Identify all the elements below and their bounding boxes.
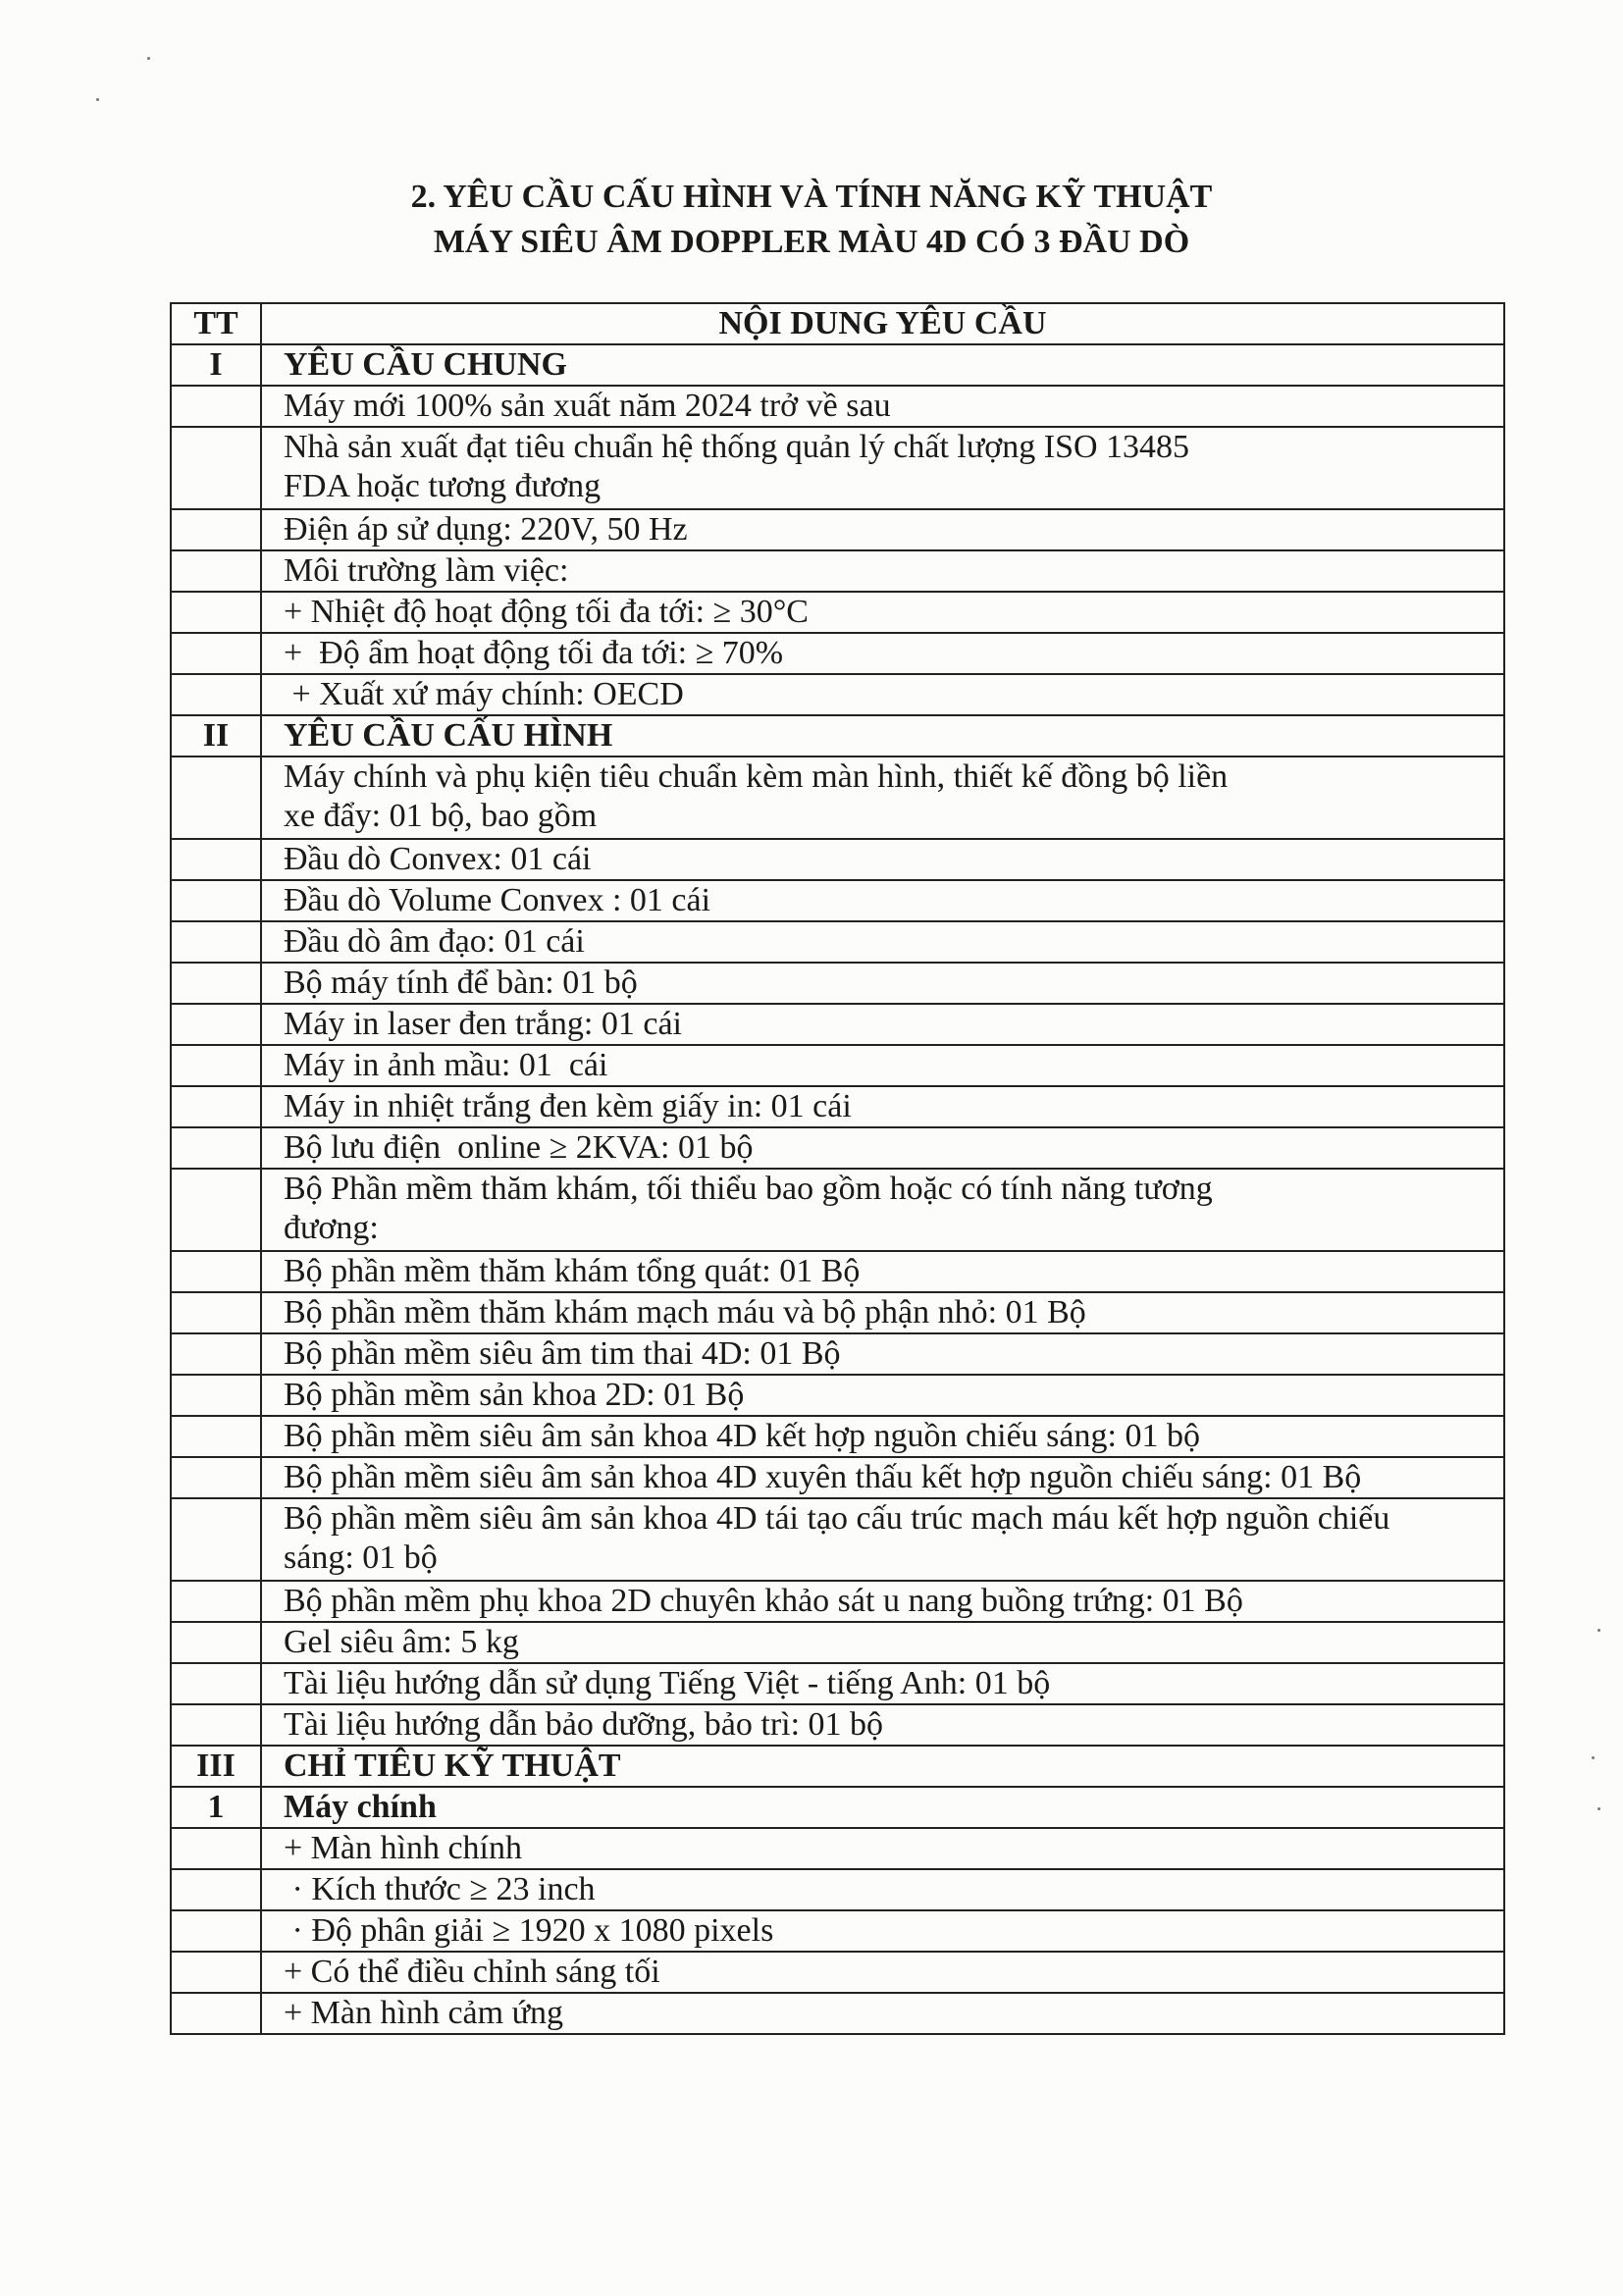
- scan-speck: [147, 57, 150, 60]
- table-row: [171, 1993, 1504, 2034]
- table-row: [171, 1952, 1504, 1993]
- row-number-cell: [171, 674, 261, 715]
- section-row: [171, 344, 1504, 386]
- row-number-cell: [171, 1910, 261, 1952]
- requirement-cell: + Nhiệt độ hoạt động tối đa tới: ≥ 30°C: [261, 592, 1504, 633]
- requirement-cell: Điện áp sử dụng: 220V, 50 Hz: [261, 509, 1504, 550]
- table-row: [171, 1828, 1504, 1869]
- requirement-cell: Nhà sản xuất đạt tiêu chuẩn hệ thống quản lý chất lượng ISO 13485 FDA hoặc tương đương: [261, 427, 1504, 509]
- requirement-cell: Bộ Phần mềm thăm khám, tối thiểu bao gồm hoặc có tính năng tương đương:: [261, 1169, 1504, 1251]
- requirement-cell: Đầu dò âm đạo: 01 cái: [261, 921, 1504, 963]
- table-row: [171, 592, 1504, 633]
- table-row: [171, 386, 1504, 427]
- section-heading-cell: CHỈ TIÊU KỸ THUẬT: [261, 1746, 1504, 1787]
- requirement-cell: + Màn hình chính: [261, 1828, 1504, 1869]
- document-title: [0, 175, 1623, 265]
- table-row: [171, 839, 1504, 880]
- requirement-cell: + Có thể điều chỉnh sáng tối: [261, 1952, 1504, 1993]
- requirement-cell: Máy in ảnh mầu: 01 cái: [261, 1045, 1504, 1086]
- requirement-cell: + Xuất xứ máy chính: OECD: [261, 674, 1504, 715]
- row-number-cell: [171, 1127, 261, 1169]
- row-number-cell: [171, 1292, 261, 1333]
- table-body: [171, 344, 1504, 2034]
- requirement-cell: · Độ phân giải ≥ 1920 x 1080 pixels: [261, 1910, 1504, 1952]
- section-heading-cell: YÊU CẦU CẤU HÌNH: [261, 715, 1504, 757]
- table-row: [171, 1869, 1504, 1910]
- row-number-cell: [171, 633, 261, 674]
- requirement-cell: Môi trường làm việc:: [261, 550, 1504, 592]
- table-row: [171, 921, 1504, 963]
- row-number-cell: [171, 1045, 261, 1086]
- row-number-cell: [171, 1498, 261, 1581]
- row-number-cell: [171, 1086, 261, 1127]
- row-number-cell: [171, 1169, 261, 1251]
- row-number-cell: [171, 880, 261, 921]
- requirement-cell: + Độ ẩm hoạt động tối đa tới: ≥ 70%: [261, 633, 1504, 674]
- table-row: [171, 509, 1504, 550]
- requirement-cell: Bộ phần mềm siêu âm sản khoa 4D tái tạo cấu trúc mạch máu kết hợp nguồn chiếu sáng: 01 bộ: [261, 1498, 1504, 1581]
- table-row: [171, 1004, 1504, 1045]
- scan-speck: [1592, 1756, 1595, 1759]
- requirement-cell: Đầu dò Volume Convex : 01 cái: [261, 880, 1504, 921]
- row-number-cell: [171, 757, 261, 839]
- section-row: [171, 715, 1504, 757]
- row-number-cell: [171, 1663, 261, 1704]
- row-number-cell: [171, 921, 261, 963]
- row-number-cell: [171, 1416, 261, 1457]
- table-header-row: [171, 303, 1504, 344]
- row-number-cell: [171, 1004, 261, 1045]
- header-tt: TT: [171, 303, 261, 344]
- requirement-cell: + Màn hình cảm ứng: [261, 1993, 1504, 2034]
- scan-speck: [96, 98, 99, 101]
- row-number-cell: [171, 1581, 261, 1622]
- row-number-cell: [171, 1952, 261, 1993]
- table-row: [171, 1086, 1504, 1127]
- table-row: [171, 1292, 1504, 1333]
- table-row: [171, 1910, 1504, 1952]
- scan-speck: [1597, 1629, 1600, 1632]
- row-number-cell: [171, 1333, 261, 1375]
- requirement-cell: · Kích thước ≥ 23 inch: [261, 1869, 1504, 1910]
- row-number-cell: [171, 839, 261, 880]
- requirement-cell: Máy mới 100% sản xuất năm 2024 trở về sau: [261, 386, 1504, 427]
- row-number-cell: [171, 1869, 261, 1910]
- requirement-cell: Đầu dò Convex: 01 cái: [261, 839, 1504, 880]
- requirement-cell: Máy chính và phụ kiện tiêu chuẩn kèm màn hình, thiết kế đồng bộ liền xe đẩy: 01 bộ, bao gồm: [261, 757, 1504, 839]
- row-number-cell: [171, 427, 261, 509]
- row-number-cell: [171, 509, 261, 550]
- requirement-cell: Bộ phần mềm siêu âm sản khoa 4D kết hợp nguồn chiếu sáng: 01 bộ: [261, 1416, 1504, 1457]
- table-row: [171, 1251, 1504, 1292]
- row-number-cell: [171, 386, 261, 427]
- title-line-1: 2. YÊU CẦU CẤU HÌNH VÀ TÍNH NĂNG KỸ THUẬT: [410, 179, 1213, 215]
- table-row: [171, 757, 1504, 839]
- table-row: [171, 674, 1504, 715]
- section-row: [171, 1746, 1504, 1787]
- table-row: [171, 1498, 1504, 1581]
- row-number-cell: [171, 1993, 261, 2034]
- table-row: [171, 1169, 1504, 1251]
- row-number-cell: [171, 1457, 261, 1498]
- row-number-cell: [171, 1828, 261, 1869]
- requirement-cell: Máy in laser đen trắng: 01 cái: [261, 1004, 1504, 1045]
- requirement-cell: Gel siêu âm: 5 kg: [261, 1622, 1504, 1663]
- requirement-cell: Bộ phần mềm sản khoa 2D: 01 Bộ: [261, 1375, 1504, 1416]
- requirement-cell: Máy in nhiệt trắng đen kèm giấy in: 01 cái: [261, 1086, 1504, 1127]
- row-number-cell: I: [171, 344, 261, 386]
- row-number-cell: II: [171, 715, 261, 757]
- requirement-cell: Bộ phần mềm thăm khám mạch máu và bộ phận nhỏ: 01 Bộ: [261, 1292, 1504, 1333]
- requirement-cell: Tài liệu hướng dẫn sử dụng Tiếng Việt - tiếng Anh: 01 bộ: [261, 1663, 1504, 1704]
- requirement-cell: Bộ phần mềm thăm khám tổng quát: 01 Bộ: [261, 1251, 1504, 1292]
- requirement-cell: Tài liệu hướng dẫn bảo dưỡng, bảo trì: 01 bộ: [261, 1704, 1504, 1746]
- row-number-cell: [171, 1622, 261, 1663]
- requirement-cell: Bộ phần mềm siêu âm tim thai 4D: 01 Bộ: [261, 1333, 1504, 1375]
- section-heading-cell: Máy chính: [261, 1787, 1504, 1828]
- title-line-2: MÁY SIÊU ÂM DOPPLER MÀU 4D CÓ 3 ĐẦU DÒ: [433, 224, 1190, 260]
- row-number-cell: [171, 1251, 261, 1292]
- table-row: [171, 1704, 1504, 1746]
- table-row: [171, 1457, 1504, 1498]
- table-row: [171, 427, 1504, 509]
- row-number-cell: 1: [171, 1787, 261, 1828]
- table-row: [171, 1333, 1504, 1375]
- row-number-cell: [171, 1375, 261, 1416]
- table-row: [171, 1663, 1504, 1704]
- requirement-cell: Bộ phần mềm phụ khoa 2D chuyên khảo sát u nang buồng trứng: 01 Bộ: [261, 1581, 1504, 1622]
- table-row: [171, 963, 1504, 1004]
- scan-speck: [1597, 1807, 1600, 1810]
- row-number-cell: [171, 963, 261, 1004]
- table-row: [171, 550, 1504, 592]
- requirement-cell: Bộ lưu điện online ≥ 2KVA: 01 bộ: [261, 1127, 1504, 1169]
- table-row: [171, 1045, 1504, 1086]
- table-row: [171, 1622, 1504, 1663]
- requirement-cell: Bộ phần mềm siêu âm sản khoa 4D xuyên thấu kết hợp nguồn chiếu sáng: 01 Bộ: [261, 1457, 1504, 1498]
- row-number-cell: [171, 592, 261, 633]
- table-row: [171, 1416, 1504, 1457]
- table-row: [171, 1581, 1504, 1622]
- section-heading-cell: YÊU CẦU CHUNG: [261, 344, 1504, 386]
- row-number-cell: [171, 1704, 261, 1746]
- table-row: [171, 1127, 1504, 1169]
- table-row: [171, 1375, 1504, 1416]
- table-row: [171, 880, 1504, 921]
- section-row: [171, 1787, 1504, 1828]
- table-row: [171, 633, 1504, 674]
- row-number-cell: III: [171, 1746, 261, 1787]
- requirement-cell: Bộ máy tính để bàn: 01 bộ: [261, 963, 1504, 1004]
- row-number-cell: [171, 550, 261, 592]
- requirements-table: [170, 302, 1505, 2035]
- header-content: NỘI DUNG YÊU CẦU: [261, 303, 1504, 344]
